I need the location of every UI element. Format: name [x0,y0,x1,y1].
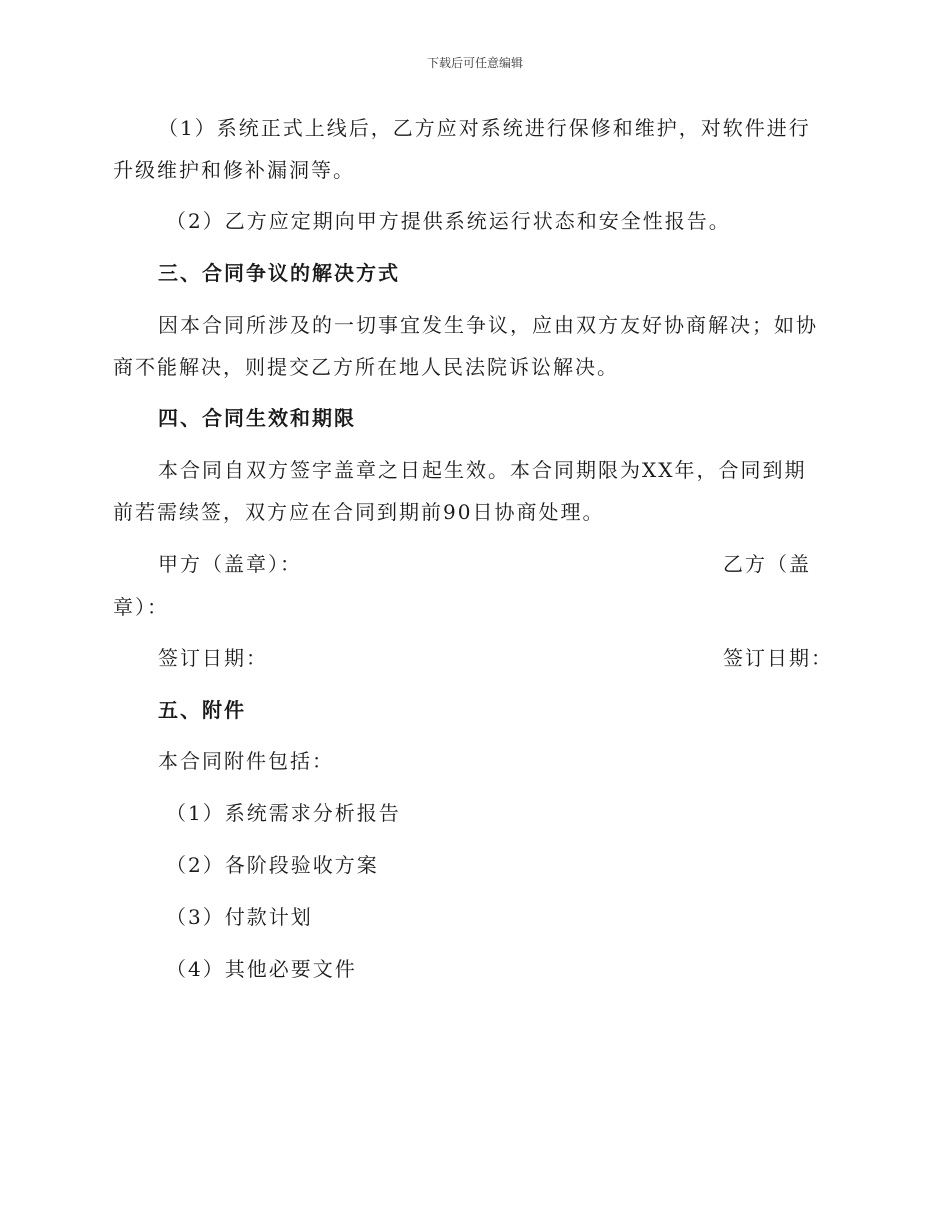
party-b-seal-label: 乙方（盖 [723,552,811,576]
section-4-body: 本合同自双方签字盖章之日起生效。本合同期限为XX年，合同到期前若需续签，双方应在合同到期前90日协商处理。 [113,458,807,524]
party-a-sign-date-label: 签订日期： [158,646,268,670]
attachment-item: （1）系统需求分析报告 [166,801,401,825]
party-b-seal-label-continued: 章）： [113,595,169,619]
attachment-item: （4）其他必要文件 [166,957,357,981]
page-header: 下载后可任意编辑 [426,56,523,70]
section-3-body: 因本合同所涉及的一切事宜发生争议，应由双方友好协商解决；如协商不能解决，则提交乙方所在地人民法院诉讼解决。 [113,313,818,379]
maintenance-item-2: （2）乙方应定期向甲方提供系统运行状态和安全性报告。 [166,209,731,233]
party-a-seal-label: 甲方（盖章）： [158,552,302,576]
section-3-heading: 三、合同争议的解决方式 [158,261,400,285]
section-4-heading: 四、合同生效和期限 [158,406,356,430]
attachment-item: （2）各阶段验收方案 [166,853,379,877]
maintenance-item-1: （1）系统正式上线后，乙方应对系统进行保修和维护，对软件进行升级维护和修补漏洞等。 [113,116,811,182]
attachments-intro: 本合同附件包括： [158,749,334,773]
party-b-sign-date-label: 签订日期： [723,646,833,670]
section-5-heading: 五、附件 [158,698,246,722]
attachment-item: （3）付款计划 [166,905,313,929]
